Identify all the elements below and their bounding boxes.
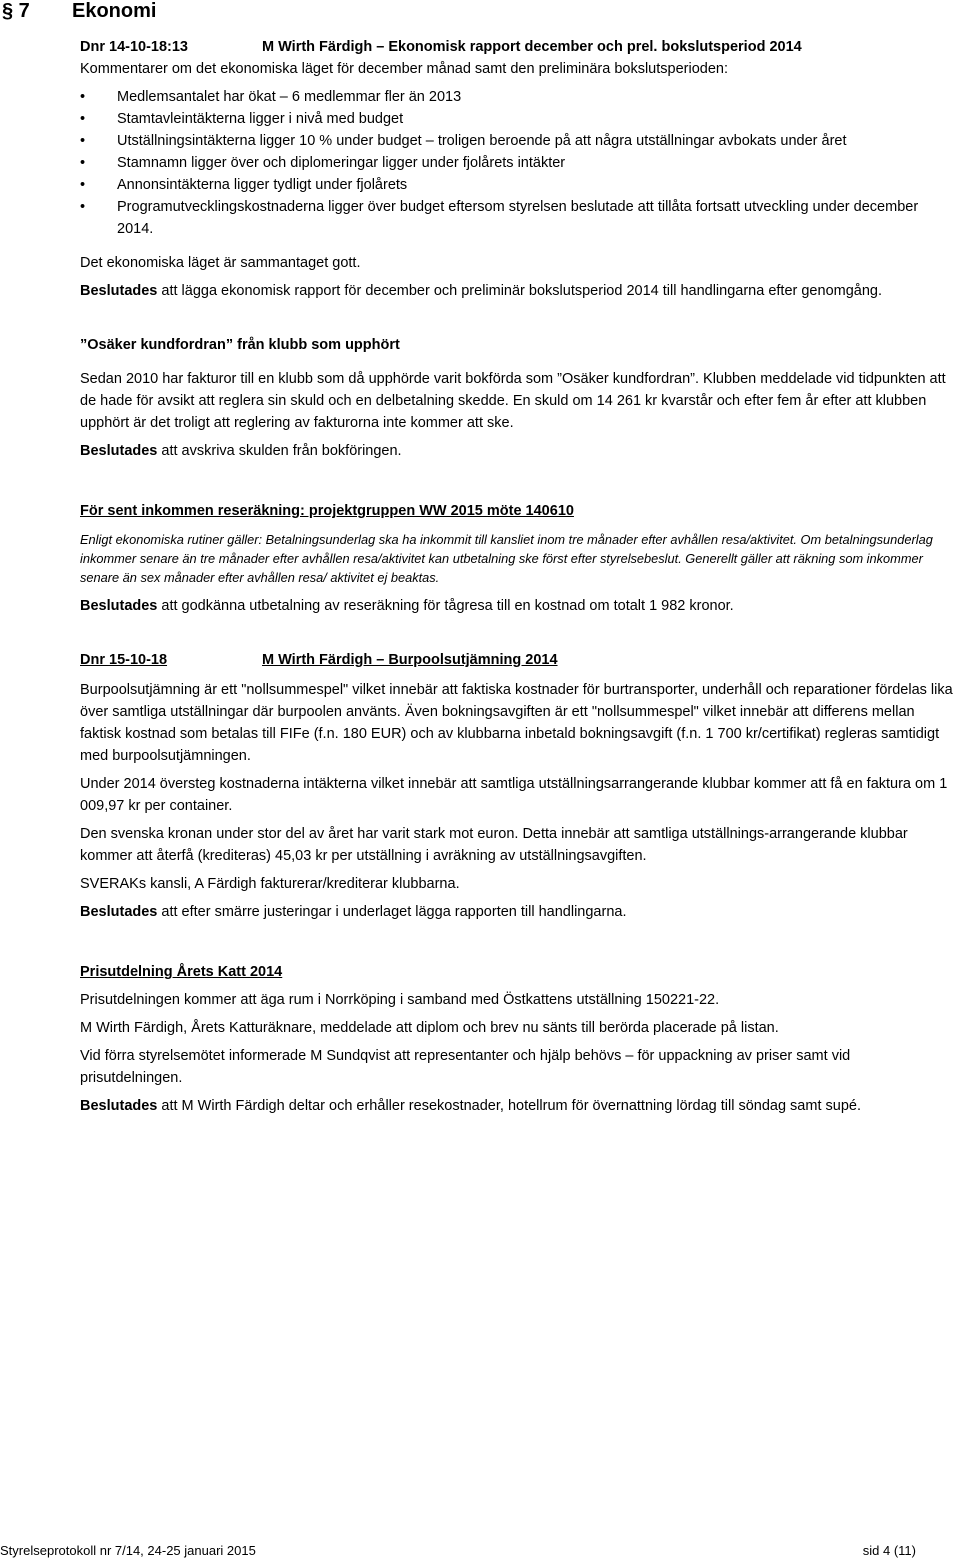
item-title-reserakning: För sent inkommen reseräkning: projektgruppen WW 2015 möte 140610 [80, 503, 574, 519]
section-title: Ekonomi [72, 0, 157, 22]
bullet-item: • Annonsintäkterna ligger tydligt under fjolårets [80, 174, 956, 196]
document-body [80, 36, 956, 1117]
summary-text: Det ekonomiska läget är sammantaget gott. [80, 255, 361, 271]
item-header-burpoolsutjamning [80, 649, 956, 671]
diary-number: Dnr 14-10-18:13 [80, 39, 188, 55]
body-text: M Wirth Färdigh, Årets Katturäknare, meddelade att diplom och brev nu sänts till berörda placerade på listan. [80, 1020, 779, 1036]
footer-page-number: sid 4 (11) [862, 1543, 916, 1558]
decision-paragraph [80, 280, 956, 302]
decision-paragraph [80, 901, 956, 923]
item-title-osaker-kundfordran: ”Osäker kundfordran” från klubb som upphört [80, 337, 400, 353]
decision-label: Beslutades [80, 598, 158, 614]
item-header-ekonomisk-rapport [80, 36, 956, 58]
item-title: M Wirth Färdigh – Ekonomisk rapport december och prel. bokslutsperiod 2014 [262, 39, 802, 55]
item-title-prisutdelning: Prisutdelning Årets Katt 2014 [80, 964, 283, 980]
decision-label: Beslutades [80, 904, 158, 920]
decision-label: Beslutades [80, 1098, 158, 1114]
bullet-item: • Stamnamn ligger över och diplomeringar ligger under fjolårets intäkter [80, 152, 956, 174]
decision-paragraph [80, 595, 956, 617]
decision-text: att godkänna utbetalning av reseräkning för tågresa till en kostnad om totalt 1 982 kronor. [157, 598, 734, 614]
bullet-item: • Programutvecklingskostnaderna ligger över budget eftersom styrelsen beslutade att tillåta fortsatt utveckling under december 2014. [80, 196, 956, 240]
decision-paragraph [80, 1095, 956, 1117]
bullet-item: • Stamtavleintäkterna ligger i nivå med budget [80, 108, 956, 130]
decision-text: att efter smärre justeringar i underlaget lägga rapporten till handlingarna. [157, 904, 627, 920]
decision-text: att avskriva skulden från bokföringen. [157, 443, 402, 459]
decision-text: att lägga ekonomisk rapport för december och preliminär bokslutsperiod 2014 till handlingarna efter genomgång. [157, 283, 882, 299]
italic-rules-text: Enligt ekonomiska rutiner gäller: Betalningsunderlag ska ha inkommit till kansliet inom tre månader efter avhållen resa/aktivitet. Om betalningsunderlag inkommer senare än tre månader efter avhållen resa/aktivitet kan utbetalning ske först efter styrelsebeslut. Generellt gäller att räkning som inkommer senare än sex månader efter avhållen resa/ aktivitet ej beaktas. [80, 532, 933, 585]
body-text: Prisutdelningen kommer att äga rum i Norrköping i samband med Östkattens utställning 150221-22. [80, 992, 720, 1008]
body-text: Sedan 2010 har fakturor till en klubb som då upphörde varit bokförda som ”Osäker kundfordran”. Klubben meddelade vid tidpunkten att de hade för avsikt att reglera sin skuld och en delbetalning skedde. En skuld om 14 261 kr kvarstår och efter fem år efter att klubben upphört är det troligt att reglering av fakturorna inte kommer att ske. [80, 371, 946, 431]
bullet-item: • Utställningsintäkterna ligger 10 % under budget – troligen beroende på att några utställningar avbokats under året [80, 130, 956, 152]
decision-paragraph [80, 440, 956, 462]
body-text: Burpoolsutjämning är ett "nollsummespel" vilket innebär att faktiska kostnader för burtransporter, underhåll och reparationer fördelas lika över samtliga utställningar där burpoolen använts. Även bokningsavgiften är ett "nollsummespel" vilket innebär att differens mellan faktisk kostnad som betalas till FIFe (f.n. 180 EUR) och av klubbarna inbetald bokningsavgift (f.n. 1 700 kr/certifikat) regleras samtidigt med burpoolsutjämningen. [80, 682, 953, 764]
section-number: § 7 [2, 0, 30, 22]
section-heading [0, 0, 156, 23]
item-title: M Wirth Färdigh – Burpoolsutjämning 2014 [262, 652, 558, 668]
intro-text: Kommentarer om det ekonomiska läget för december månad samt den preliminära bokslutsperioden: [80, 61, 728, 77]
decision-label: Beslutades [80, 443, 158, 459]
decision-label: Beslutades [80, 283, 158, 299]
body-text: Under 2014 översteg kostnaderna intäkterna vilket innebär att samtliga utställningsarrangerande klubbar kommer att få en faktura om 1 009,97 kr per container. [80, 776, 948, 814]
body-text: Vid förra styrelsemötet informerade M Sundqvist att representanter och hjälp behövs – för uppackning av priser samt vid prisutdelningen. [80, 1048, 851, 1086]
body-text: Den svenska kronan under stor del av året har varit stark mot euron. Detta innebär att samtliga utställnings-arrangerande klubbar kommer att återfå (krediteras) 45,03 kr per utställning i avräkning av utställningsavgiften. [80, 826, 908, 864]
bullet-item: • Medlemsantalet har ökat – 6 medlemmar fler än 2013 [80, 86, 956, 108]
body-text: SVERAKs kansli, A Färdigh fakturerar/krediterar klubbarna. [80, 876, 460, 892]
decision-text: att M Wirth Färdigh deltar och erhåller resekostnader, hotellrum för övernattning lördag till söndag samt supé. [157, 1098, 861, 1114]
diary-number: Dnr 15-10-18 [80, 652, 168, 668]
bullet-list [80, 86, 956, 240]
footer-protocol: Styrelseprotokoll nr 7/14, 24-25 januari 2015 [0, 1543, 256, 1558]
